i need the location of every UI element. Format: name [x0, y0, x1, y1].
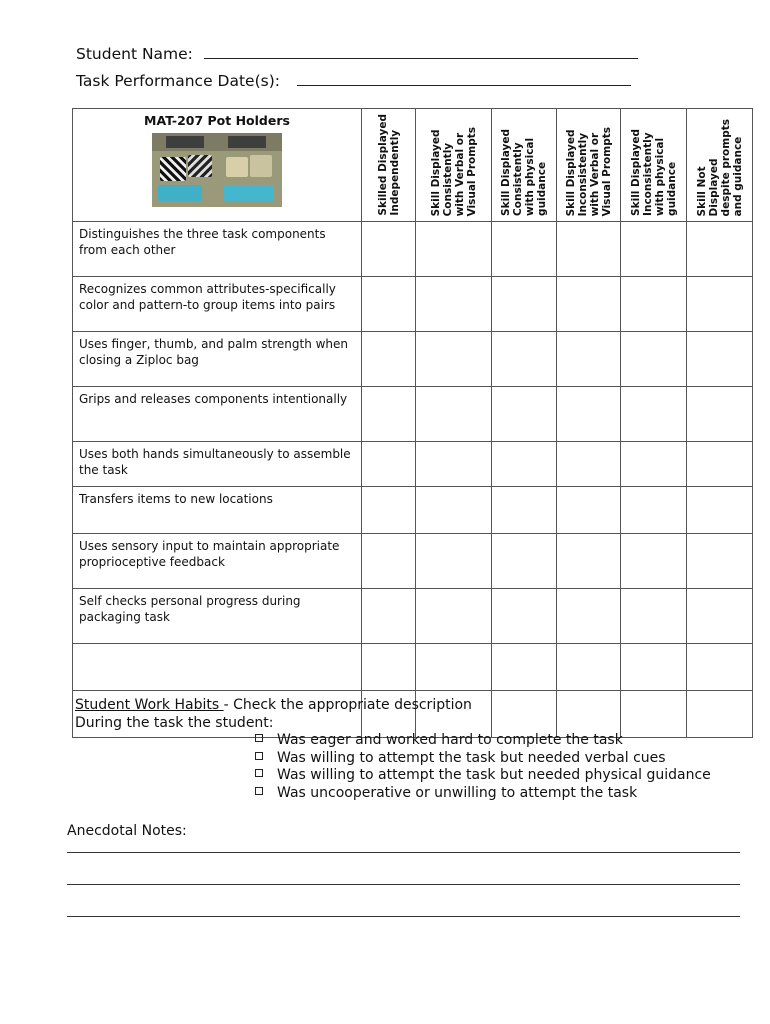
checkbox-icon[interactable]	[255, 787, 263, 795]
rating-cell[interactable]	[362, 589, 416, 644]
work-habit-option: Was willing to attempt the task but needed verbal cues	[255, 750, 711, 768]
rating-cell[interactable]	[362, 442, 416, 487]
rating-cell[interactable]	[621, 442, 687, 487]
table-row	[73, 277, 753, 332]
rating-cell[interactable]	[492, 332, 557, 387]
table-row	[73, 487, 753, 534]
rating-cell[interactable]	[362, 222, 416, 277]
work-habits-options	[255, 732, 711, 802]
student-name-label: Student Name:	[76, 45, 193, 63]
column-header	[557, 109, 621, 222]
column-header	[687, 109, 753, 222]
column-header-label: Skill Displayed Consistently with Verbal or Visual Prompts	[429, 126, 478, 216]
column-header-label: Skill Displayed Inconsistently with Verbal or Visual Prompts	[564, 126, 613, 216]
rating-cell[interactable]	[492, 387, 557, 442]
rating-cell[interactable]	[416, 222, 492, 277]
table-row	[73, 644, 753, 691]
task-date-label: Task Performance Date(s):	[76, 72, 280, 90]
rating-cell[interactable]	[416, 277, 492, 332]
rating-cell[interactable]	[416, 589, 492, 644]
rating-cell[interactable]	[362, 332, 416, 387]
rating-cell[interactable]	[687, 277, 753, 332]
anecdotal-notes-label: Anecdotal Notes:	[67, 823, 187, 839]
rating-cell[interactable]	[492, 691, 557, 738]
rating-cell[interactable]	[362, 487, 416, 534]
rating-cell[interactable]	[621, 589, 687, 644]
table-row	[73, 534, 753, 589]
rating-cell[interactable]	[687, 222, 753, 277]
checkbox-icon[interactable]	[255, 734, 263, 742]
rating-cell[interactable]	[687, 534, 753, 589]
rating-cell[interactable]	[492, 277, 557, 332]
rating-cell[interactable]	[492, 534, 557, 589]
checkbox-icon[interactable]	[255, 769, 263, 777]
work-habits-instruction: - Check the appropriate description	[223, 697, 472, 713]
rating-cell[interactable]	[557, 534, 621, 589]
rating-cell[interactable]	[492, 644, 557, 691]
rating-cell[interactable]	[557, 332, 621, 387]
rating-cell[interactable]	[557, 589, 621, 644]
rating-cell[interactable]	[687, 589, 753, 644]
rating-cell[interactable]	[362, 277, 416, 332]
work-habits-section	[75, 697, 472, 732]
rating-cell[interactable]	[557, 277, 621, 332]
rating-cell[interactable]	[621, 534, 687, 589]
notes-line[interactable]	[67, 852, 740, 853]
work-habit-option: Was uncooperative or unwilling to attempt the task	[255, 785, 711, 803]
work-habit-option: Was eager and worked hard to complete the task	[255, 732, 711, 750]
rating-cell[interactable]	[621, 277, 687, 332]
column-header-label: Skill Displayed Inconsistently with physical guidance	[629, 129, 678, 216]
column-header	[362, 109, 416, 222]
rating-cell[interactable]	[557, 691, 621, 738]
table-row	[73, 222, 753, 277]
rating-cell[interactable]	[416, 442, 492, 487]
rating-cell[interactable]	[621, 332, 687, 387]
table-row	[73, 332, 753, 387]
rating-cell[interactable]	[687, 644, 753, 691]
checkbox-icon[interactable]	[255, 752, 263, 760]
rating-cell[interactable]	[416, 534, 492, 589]
rating-cell[interactable]	[621, 387, 687, 442]
header-row	[73, 109, 753, 222]
rating-cell[interactable]	[362, 644, 416, 691]
rating-cell[interactable]	[492, 589, 557, 644]
column-header-label: Skilled Displayed Independently	[376, 114, 401, 216]
rating-cell[interactable]	[557, 644, 621, 691]
work-habits-intro: During the task the student:	[75, 714, 274, 731]
student-name-row	[76, 45, 638, 63]
notes-line[interactable]	[67, 916, 740, 917]
student-name-field[interactable]	[204, 58, 638, 59]
task-date-field[interactable]	[297, 85, 631, 86]
rating-cell[interactable]	[687, 332, 753, 387]
skills-rubric-table	[72, 108, 753, 738]
skill-description: Uses both hands simultaneously to assemble the task	[73, 442, 362, 487]
column-header-label: Skill Displayed Consistently with physical guidance	[500, 129, 548, 216]
skill-description: Uses sensory input to maintain appropriate proprioceptive feedback	[73, 534, 362, 589]
skill-description: Uses finger, thumb, and palm strength when closing a Ziploc bag	[73, 332, 362, 387]
rating-cell[interactable]	[621, 644, 687, 691]
table-row	[73, 589, 753, 644]
task-title: MAT-207 Pot Holders	[144, 113, 290, 128]
rating-cell[interactable]	[362, 534, 416, 589]
rating-cell[interactable]	[492, 442, 557, 487]
rating-cell[interactable]	[621, 222, 687, 277]
rating-cell[interactable]	[687, 387, 753, 442]
rating-cell[interactable]	[557, 222, 621, 277]
column-header	[492, 109, 557, 222]
work-habit-option: Was willing to attempt the task but needed physical guidance	[255, 767, 711, 785]
rating-cell[interactable]	[621, 487, 687, 534]
rating-cell[interactable]	[621, 691, 687, 738]
rating-cell[interactable]	[362, 387, 416, 442]
skill-description: Transfers items to new locations	[73, 487, 362, 534]
skill-description: Distinguishes the three task components from each other	[73, 222, 362, 277]
rating-cell[interactable]	[557, 487, 621, 534]
skill-description	[73, 644, 362, 691]
table-row	[73, 442, 753, 487]
task-date-row	[76, 72, 631, 90]
rating-cell[interactable]	[416, 387, 492, 442]
skill-description: Self checks personal progress during packaging task	[73, 589, 362, 644]
skill-description: Recognizes common attributes-specifically color and pattern-to group items into pairs	[73, 277, 362, 332]
rating-cell[interactable]	[687, 691, 753, 738]
column-header	[621, 109, 687, 222]
task-header-cell	[73, 109, 362, 222]
rating-cell[interactable]	[416, 332, 492, 387]
skill-description: Grips and releases components intentionally	[73, 387, 362, 442]
column-header-label: Skill Not Displayed despite prompts and guidance	[695, 118, 744, 216]
rating-cell[interactable]	[687, 487, 753, 534]
rating-cell[interactable]	[557, 387, 621, 442]
notes-line[interactable]	[67, 884, 740, 885]
rating-cell[interactable]	[416, 644, 492, 691]
table-row	[73, 387, 753, 442]
rating-cell[interactable]	[687, 442, 753, 487]
work-habits-title: Student Work Habits	[75, 697, 224, 713]
rating-cell[interactable]	[416, 487, 492, 534]
rating-cell[interactable]	[492, 222, 557, 277]
column-header	[416, 109, 492, 222]
rating-cell[interactable]	[557, 442, 621, 487]
rating-cell[interactable]	[492, 487, 557, 534]
product-photo-icon	[152, 133, 282, 207]
